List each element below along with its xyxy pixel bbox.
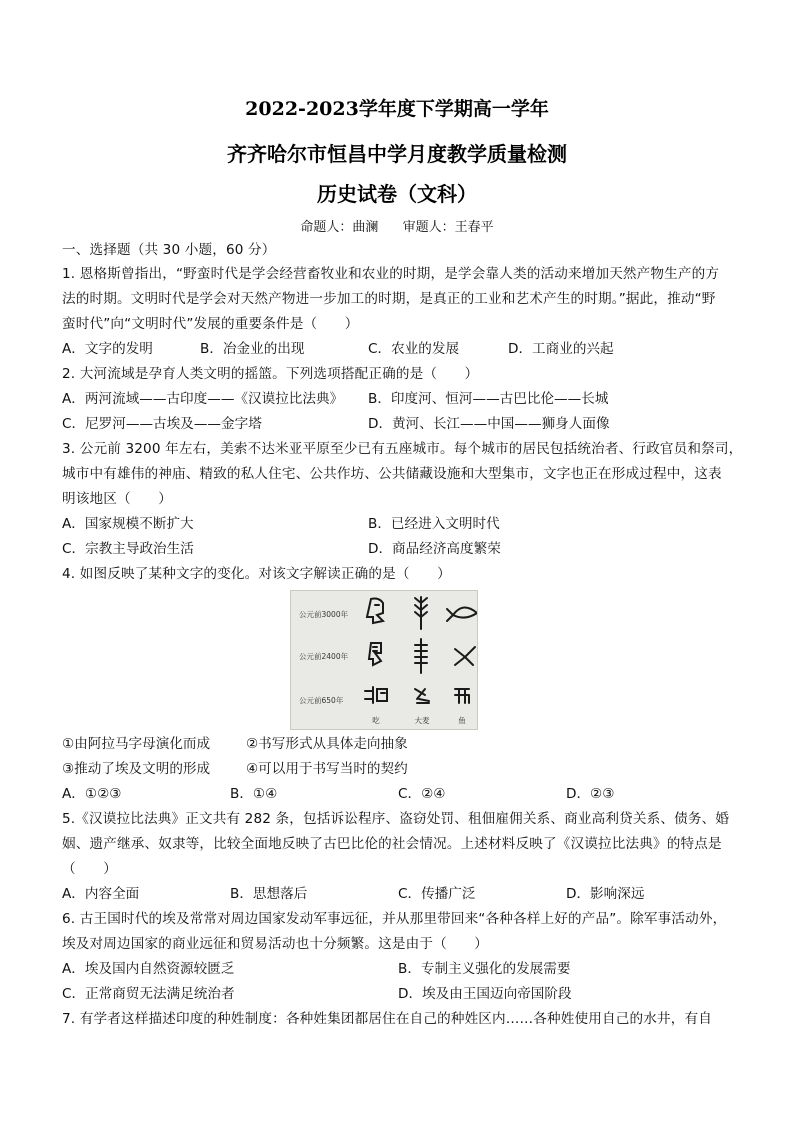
subject-title: 历史试卷（文科） — [317, 182, 477, 206]
era-label-3000bc: 公元前3000年 — [299, 610, 349, 619]
q5-option-a: A．内容全面 — [62, 886, 140, 902]
q1-stem-line1: 1. 恩格斯曾指出，“野蛮时代是学会经营畜牧业和农业的时期，是学会靠人类的活动来增加天然产物生产的方 — [62, 266, 720, 282]
q5-stem-line3: （ ） — [62, 861, 117, 877]
era-label-2400bc: 公元前2400年 — [299, 652, 349, 661]
q4-statement-2: ②书写形式从具体走向抽象 — [246, 736, 408, 752]
school-title: 齐齐哈尔市恒昌中学月度教学质量检测 — [227, 142, 567, 166]
q2-option-b: B．印度河、恒河——古巴比伦——长城 — [368, 391, 609, 407]
q6-option-d: D．埃及由王国迈向帝国阶段 — [398, 986, 572, 1002]
q4-option-b: B．①④ — [230, 786, 278, 802]
q7-stem-line1: 7. 有学者这样描述印度的种姓制度：各种姓集团都居住在自己的种姓区内……各种姓使用自己的水井，有自 — [62, 1011, 712, 1027]
q6-option-a: A．埃及国内自然资源较匮乏 — [62, 961, 235, 977]
reviewer: 审题人：王春平 — [402, 220, 494, 235]
glyph-eat-650bc — [365, 687, 387, 703]
q5-stem-line1: 5.《汉谟拉比法典》正文共有 282 条，包括诉讼程序、盗窃处罚、租佃雇佣关系、商业高利贷关系、债务、婚 — [62, 811, 730, 827]
q5-option-c: C．传播广泛 — [398, 886, 476, 902]
q1-option-c: C．农业的发展 — [368, 341, 460, 357]
q6-stem-line1: 6. 古王国时代的埃及常常对周边国家发动军事远征，并从那里带回来“各种各样上好的产品”。除军事活动外， — [62, 911, 727, 927]
q3-option-b: B．已经进入文明时代 — [368, 516, 500, 532]
author: 命题人：曲澜 — [300, 220, 379, 235]
q2-option-a: A．两河流域——古印度——《汉谟拉比法典》 — [62, 391, 344, 407]
glyph-barley-3000bc — [415, 597, 427, 629]
era-label-650bc: 公元前650年 — [299, 696, 344, 705]
q1-option-d: D．工商业的兴起 — [508, 341, 614, 357]
q2-option-d: D．黄河、长江——中国——狮身人面像 — [368, 416, 610, 432]
glyph-label-fish: 鱼 — [458, 716, 466, 725]
q3-stem-line2: 城市中有雄伟的神庙、精致的私人住宅、公共作坊、公共储藏设施和大型集市，文字也正在形成过程中，这表 — [62, 466, 722, 482]
q2-option-c: C．尼罗河——古埃及——金字塔 — [62, 416, 262, 432]
q5-option-d: D．影响深远 — [566, 886, 645, 902]
q1-option-b: B．冶金业的出现 — [200, 341, 305, 357]
authors-line — [0, 216, 794, 235]
q4-statement-4: ④可以用于书写当时的契约 — [246, 761, 408, 777]
section-heading: 一、选择题（共 30 小题，60 分） — [62, 242, 276, 258]
q5-option-b: B．思想落后 — [230, 886, 308, 902]
q4-option-a: A．①②③ — [62, 786, 122, 802]
glyph-label-barley: 大麦 — [414, 716, 430, 725]
q3-stem-line1: 3. 公元前 3200 年左右，美索不达米亚平原至少已有五座城市。每个城市的居民包括统治者、行政官员和祭司， — [62, 441, 743, 457]
q5-stem-line2: 姻、遗产继承、奴隶等，比较全面地反映了古巴比伦的社会情况。上述材料反映了《汉谟拉比法典》的特点是 — [62, 836, 722, 852]
q4-option-d: D．②③ — [566, 786, 615, 802]
q6-option-c: C．正常商贸无法满足统治者 — [62, 986, 235, 1002]
q1-option-a: A．文字的发明 — [62, 341, 153, 357]
glyph-fish-3000bc — [447, 607, 477, 621]
cuneiform-glyphs — [291, 591, 477, 729]
q6-stem-line2: 埃及对周边国家的商业远征和贸易活动也十分频繁。这是由于（ ） — [62, 936, 489, 952]
glyph-barley-2400bc — [415, 639, 427, 673]
glyph-eat-3000bc — [367, 599, 383, 624]
q6-option-b: B．专制主义强化的发展需要 — [398, 961, 571, 977]
q3-stem-line3: 明该地区（ ） — [62, 491, 172, 507]
q4-statement-1: ①由阿拉马字母演化而成 — [62, 736, 211, 752]
q1-stem-line2: 法的时期。文明时代是学会对天然产物进一步加工的时期，是真正的工业和艺术产生的时期。”据此，推动“野 — [62, 291, 716, 307]
q1-stem-line3: 蛮时代”向“文明时代”发展的重要条件是（ ） — [62, 316, 359, 332]
cuneiform-evolution-figure — [290, 590, 478, 730]
q4-statement-3: ③推动了埃及文明的形成 — [62, 761, 211, 777]
q2-stem-line1: 2. 大河流域是孕育人类文明的摇篮。下列选项搭配正确的是（ ） — [62, 366, 479, 382]
q3-option-a: A．国家规模不断扩大 — [62, 516, 194, 532]
exam-year-title: 2022-2023学年度下学期高一学年 — [245, 98, 549, 120]
glyph-label-eat: 吃 — [372, 716, 380, 725]
q3-option-d: D．商品经济高度繁荣 — [368, 541, 501, 557]
glyph-fish-650bc — [455, 689, 469, 703]
glyph-barley-650bc — [415, 689, 429, 703]
q3-option-c: C．宗教主导政治生活 — [62, 541, 194, 557]
q4-option-c: C．②④ — [398, 786, 446, 802]
glyph-eat-2400bc — [369, 643, 381, 665]
glyph-fish-2400bc — [455, 647, 475, 665]
q4-stem-line1: 4. 如图反映了某种文字的变化。对该文字解读正确的是（ ） — [62, 566, 451, 582]
